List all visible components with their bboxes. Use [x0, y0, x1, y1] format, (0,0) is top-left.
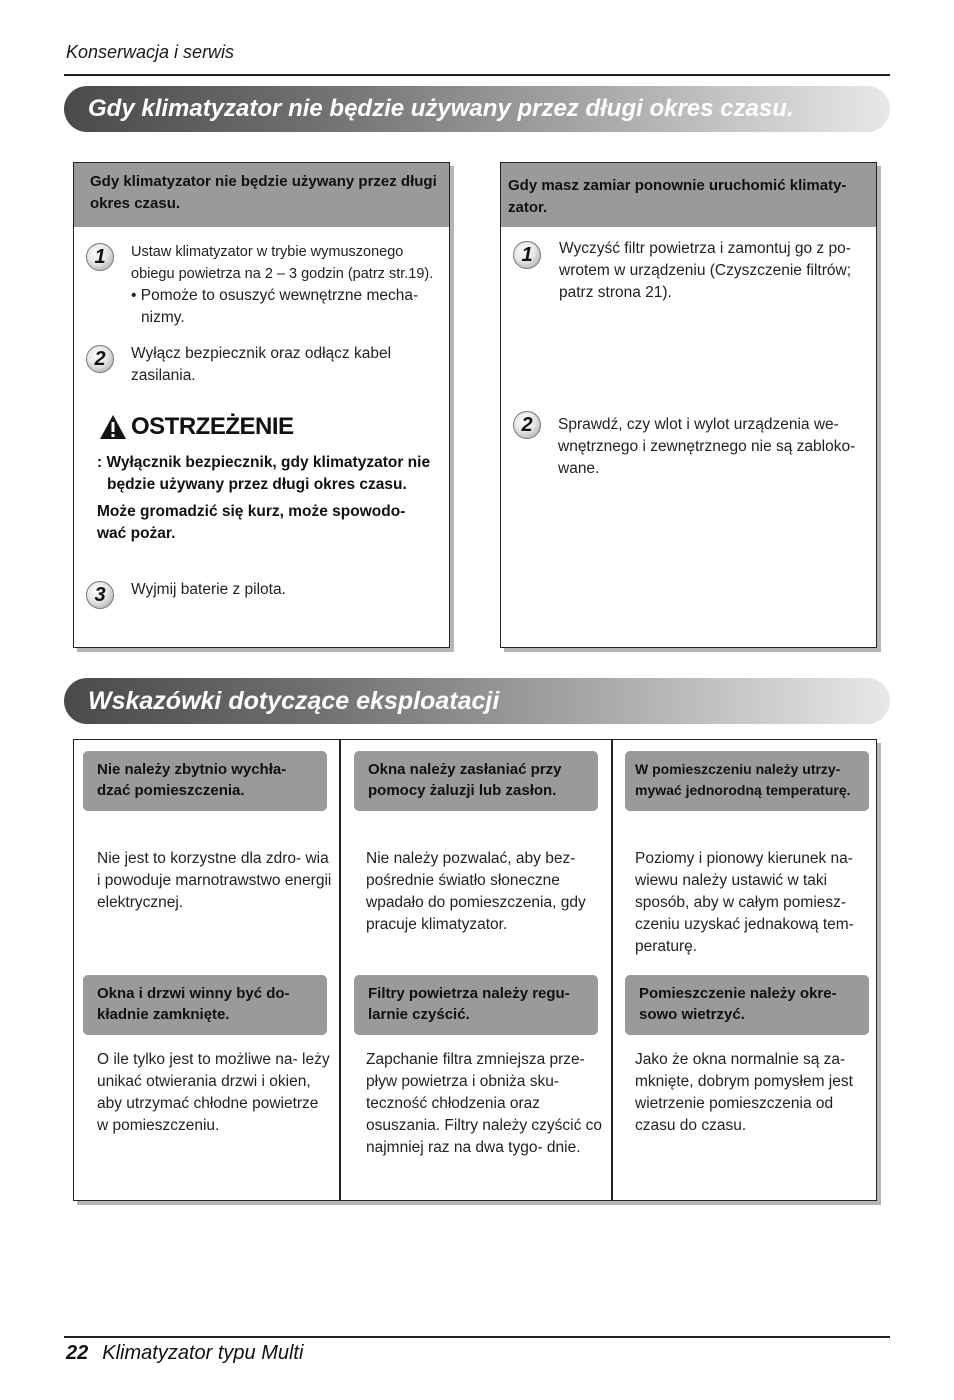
tip-heading: Filtry powietrza należy regu- larnie czyścić. — [354, 975, 598, 1035]
tip-heading: Nie należy zbytnio wychła- dzać pomieszczenia. — [83, 751, 327, 811]
step-1-text: Ustaw klimatyzator w trybie wymuszonego obiegu powietrza na 2 – 3 godzin (patrz str.19). • Pomoże to osuszyć wewnętrzne mecha- nizmy. — [131, 244, 434, 326]
footer-rule — [64, 1336, 890, 1338]
step-number-badge: 1 — [86, 243, 114, 271]
section-label: Konserwacja i serwis — [66, 42, 235, 62]
section-banner-storage — [64, 86, 890, 132]
tip-body: Nie jest to korzystne dla zdro- wia i powoduje marnotrawstwo energii elektrycznej. — [97, 850, 332, 911]
tip-body: O ile tylko jest to możliwe na- leży unikać otwierania drzwi i okien, aby utrzymać chłodne powietrze w pomieszczeniu. — [97, 1051, 330, 1134]
tip-body: Nie należy pozwalać, aby bez- pośrednie światło słoneczne wpadało do pomieszczenia, gdy pracuje klimatyzator. — [366, 850, 586, 933]
step-number-badge: 2 — [86, 345, 114, 373]
tip-heading: Pomieszczenie należy okre- sowo wietrzyć. — [625, 975, 869, 1035]
column-divider — [339, 740, 341, 1200]
column-divider — [611, 740, 613, 1200]
step-1-text: Wyczyść filtr powietrza i zamontuj go z po- wrotem w urządzeniu (Czyszczenie filtrów; patrz strona 21). — [559, 240, 852, 301]
step-number-badge: 3 — [86, 581, 114, 609]
tip-heading: Okna i drzwi winny być do- kładnie zamknięte. — [83, 975, 327, 1035]
tip-heading: W pomieszczeniu należy utrzy- mywać jednorodną temperaturę. — [625, 751, 869, 811]
page-number: 22 — [66, 1342, 89, 1364]
warning-triangle-icon — [99, 414, 127, 440]
banner-title: Wskazówki dotyczące eksploatacji — [88, 686, 500, 715]
restart-instructions-box — [500, 162, 877, 648]
banner-title: Gdy klimatyzator nie będzie używany przez długi okres czasu. — [88, 95, 794, 122]
footer-title: Klimatyzator typu Multi — [102, 1342, 304, 1364]
operation-tips-grid — [73, 739, 877, 1201]
tip-body: Zapchanie filtra zmniejsza prze- pływ powietrza i obniża sku- teczność chłodzenia oraz osuszania. Filtry należy czyścić co najmniej raz na dwa tygo- dnie. — [366, 1051, 603, 1156]
step-3-text: Wyjmij baterie z pilota. — [131, 581, 286, 598]
header-rule — [64, 74, 890, 76]
storage-instructions-box — [73, 162, 450, 648]
box-heading: Gdy masz zamiar ponownie uruchomić klimaty- zator. — [501, 163, 876, 227]
section-banner-tips — [64, 678, 890, 724]
step-2-text: Sprawdź, czy wlot i wylot urządzenia we- wnętrznego i zewnętrznego nie są zabloko- wane. — [558, 416, 856, 477]
warning-text: : Wyłącznik bezpiecznik, gdy klimatyzator nie będzie używany przez długi okres czasu. — [97, 454, 431, 493]
tip-heading: Okna należy zasłaniać przy pomocy żaluzji lub zasłon. — [354, 751, 598, 811]
step-number-badge: 2 — [513, 411, 541, 439]
step-number-badge: 1 — [513, 241, 541, 269]
warning-consequence: Może gromadzić się kurz, może spowodo- wać pożar. — [97, 503, 406, 542]
warning-heading: OSTRZEŻENIE — [99, 413, 294, 441]
tip-body: Poziomy i pionowy kierunek na- wiewu należy ustawić w taki sposób, aby w całym pomiesz- czeniu uzyskać jednakową tem- peraturę. — [635, 850, 854, 955]
page-footer — [66, 1342, 303, 1365]
box-heading: Gdy klimatyzator nie będzie używany przez długi okres czasu. — [74, 163, 449, 227]
tip-body: Jako że okna normalnie są za- mknięte, dobrym pomysłem jest wietrzenie pomieszczenia od czasu do czasu. — [635, 1051, 853, 1134]
step-2-text: Wyłącz bezpiecznik oraz odłącz kabel zasilania. — [131, 345, 392, 384]
